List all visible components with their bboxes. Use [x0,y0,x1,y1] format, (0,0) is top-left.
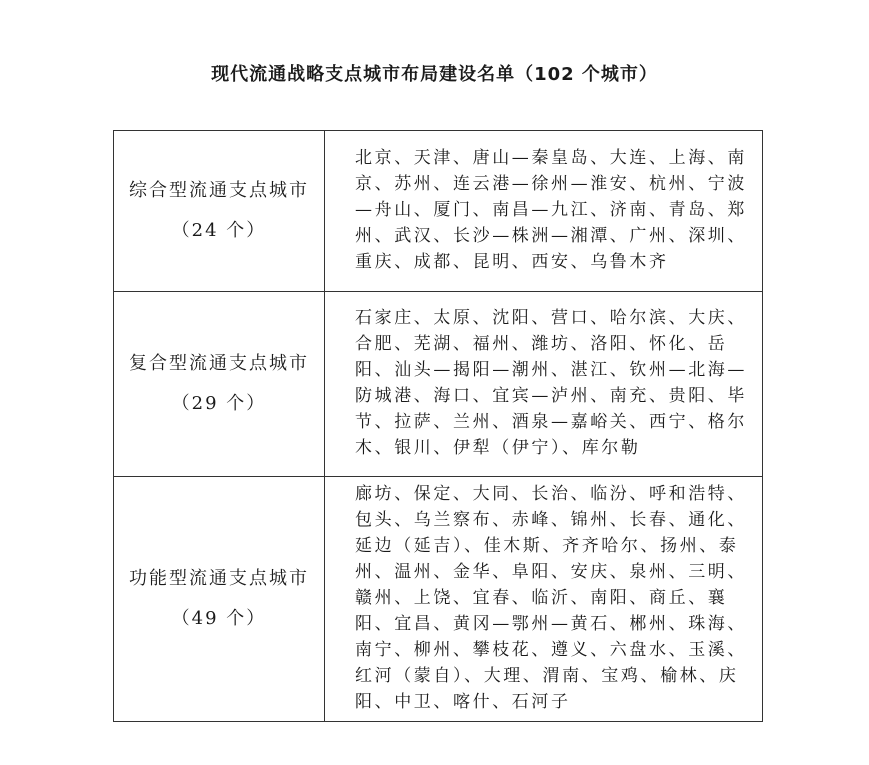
table-row-compound [114,292,763,477]
category-cell [114,292,325,477]
category-count: （29 个） [171,393,267,414]
city-list-table [113,130,763,722]
city-list-cell: 北京、天津、唐山—秦皇岛、大连、上海、南京、苏州、连云港—徐州—淮安、杭州、宁波—舟山、厦门、南昌—九江、济南、青岛、郑州、武汉、长沙—株洲—湘潭、广州、深圳、重庆、成都、昆明、西安、乌鲁木齐 [325,131,763,292]
category-cell [114,131,325,292]
table-row-functional [114,477,763,722]
category-name: 综合型流通支点城市 [129,180,309,201]
city-list-cell: 廊坊、保定、大同、长治、临汾、呼和浩特、包头、乌兰察布、赤峰、锦州、长春、通化、延边（延吉）、佳木斯、齐齐哈尔、扬州、泰州、温州、金华、阜阳、安庆、泉州、三明、赣州、上饶、宜春、临沂、南阳、商丘、襄阳、宜昌、黄冈—鄂州—黄石、郴州、珠海、南宁、柳州、攀枝花、遵义、六盘水、玉溪、红河（蒙自）、大理、渭南、宝鸡、榆林、庆阳、中卫、喀什、石河子 [325,477,763,722]
category-cell [114,477,325,722]
category-name: 复合型流通支点城市 [129,353,309,374]
table-row-comprehensive [114,131,763,292]
document-title: 现代流通战略支点城市布局建设名单（102 个城市） [211,64,658,85]
category-count: （24 个） [171,220,267,241]
category-count: （49 个） [171,608,267,629]
category-name: 功能型流通支点城市 [129,568,309,589]
city-list-cell: 石家庄、太原、沈阳、营口、哈尔滨、大庆、合肥、芜湖、福州、潍坊、洛阳、怀化、岳阳、汕头—揭阳—潮州、湛江、钦州—北海—防城港、海口、宜宾—泸州、南充、贵阳、毕节、拉萨、兰州、酒泉—嘉峪关、西宁、格尔木、银川、伊犁（伊宁）、库尔勒 [325,292,763,477]
